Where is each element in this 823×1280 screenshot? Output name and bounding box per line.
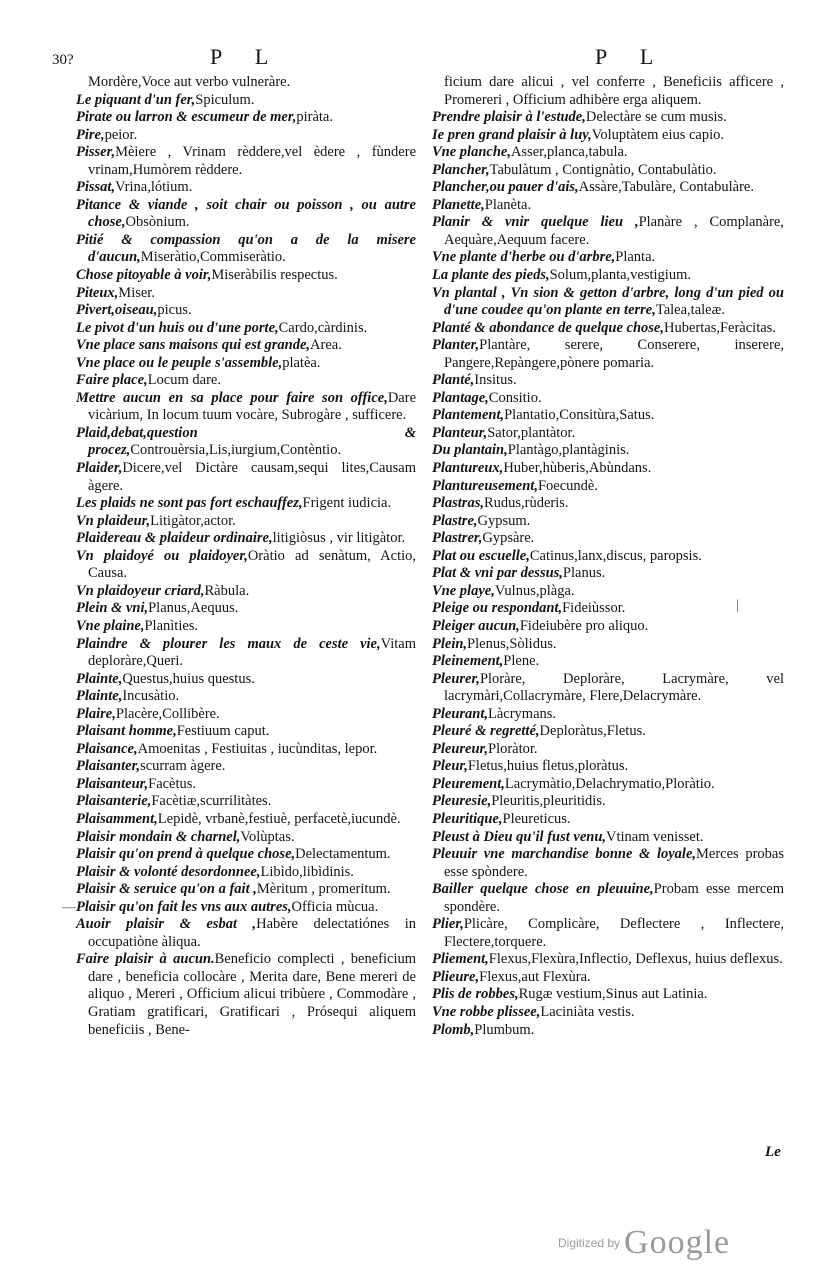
entry-translation: Oràtio ad senàtum, Actio, Causa. — [88, 547, 416, 582]
entry-headword: Vne playe, — [432, 582, 495, 599]
entry-headword: Pleur, — [432, 758, 468, 775]
dictionary-entry — [432, 600, 784, 618]
entry-translation: Plene. — [503, 653, 540, 670]
entry-translation: Planus. — [562, 565, 606, 582]
dictionary-entry — [76, 425, 416, 460]
entry-translation: litigiòsus , vir litigàtor. — [272, 530, 406, 547]
entry-headword: Plieure, — [432, 968, 480, 985]
entry-headword: Chose pitoyable à voir, — [76, 267, 212, 284]
dictionary-entry — [432, 320, 784, 338]
entry-headword: Auoir plaisir & esbat , — [76, 916, 257, 933]
entry-headword: Planté, — [432, 372, 475, 389]
entry-headword: Pivert,oiseau, — [76, 302, 158, 319]
entry-headword: Plein & vni, — [76, 600, 149, 617]
entry-headword: Vne planche, — [432, 144, 511, 161]
entry-headword: Vne place sans maisons qui est grande, — [76, 337, 311, 354]
entry-headword: Vn plaideur, — [76, 512, 151, 529]
entry-headword: Plaisir qu'on prend à quelque chose, — [76, 846, 296, 863]
entry-headword: Plat & vni par dessus, — [432, 565, 563, 582]
entry-headword: Pisser, — [76, 144, 116, 161]
dictionary-entry — [76, 688, 416, 706]
dictionary-entry — [76, 741, 416, 759]
dictionary-entry — [76, 811, 416, 829]
dictionary-entry — [432, 706, 784, 724]
entry-translation: Ploràtor. — [488, 740, 538, 757]
dictionary-entry — [76, 513, 416, 531]
entry-translation: Fideiùssor. — [562, 600, 626, 617]
dictionary-entry — [432, 337, 784, 372]
entry-translation: Catinus,lanx,discus, paropsis. — [529, 547, 702, 564]
entry-headword: Plainte, — [76, 688, 123, 705]
dictionary-entry — [432, 214, 784, 249]
dictionary-entry — [76, 197, 416, 232]
entry-headword: Plaidereau & plaideur ordinaire, — [76, 530, 273, 547]
dictionary-entry — [432, 758, 784, 776]
entry-translation: Flexus,Flexùra,Inflectio, Deflexus, huius deflexus. — [488, 951, 783, 968]
entry-translation: Insitus. — [474, 372, 517, 389]
entry-translation: Vtinam venisset. — [606, 828, 704, 845]
entry-headword: Plastre, — [432, 512, 478, 529]
entry-translation: Planàre , Complanàre, Aequàre,Aequum facere. — [444, 214, 784, 248]
entry-headword: Planteur, — [432, 424, 488, 441]
dictionary-entry — [76, 232, 416, 267]
entry-translation: Hubertas,Feràcitas. — [664, 319, 776, 336]
entry-headword: Prendre plaisir à l'estude, — [432, 109, 586, 126]
entry-headword: Plancher, — [432, 161, 490, 178]
entry-translation: Miseràtio,Commiseràtio. — [140, 249, 286, 266]
dictionary-entry — [76, 144, 416, 179]
entry-translation: Mèritum , promeritum. — [256, 881, 391, 898]
dictionary-entry — [432, 249, 784, 267]
entry-headword: Vn plaidoyé ou plaidoyer, — [76, 547, 248, 564]
entry-headword: Mettre aucun en sa place pour faire son office, — [76, 389, 388, 406]
dictionary-entry — [432, 969, 784, 987]
entry-headword: Vne robbe plissee, — [432, 1003, 541, 1020]
entry-translation: ficium dare alicui , vel conferre , Beneficiis afficere , Promereri , Officium adhibère erga aliquem. — [444, 74, 784, 108]
dictionary-entry — [432, 565, 784, 583]
entry-headword: Le pivot d'un huis ou d'une porte, — [76, 319, 279, 336]
entry-headword: Pleinement, — [432, 653, 504, 670]
dictionary-entry — [76, 618, 416, 636]
entry-translation: Plantàre, serere, Conserere, inserere, Pangere,Repàngere,pònere pomaria. — [444, 337, 784, 371]
entry-translation: Assàre,Tabulàre, Contabulàre. — [578, 179, 754, 196]
entry-translation: Ràbula. — [204, 582, 250, 599]
entry-translation: Volùptas. — [240, 828, 295, 845]
dictionary-entry — [76, 899, 416, 917]
entry-headword: Plier, — [432, 916, 464, 933]
entry-headword: Plomb, — [432, 1021, 475, 1038]
entry-headword: Plis de robbes, — [432, 986, 519, 1003]
entry-headword: Plaisanter, — [76, 758, 141, 775]
right-column — [432, 74, 784, 1039]
dictionary-entry — [76, 267, 416, 285]
dictionary-entry — [432, 723, 784, 741]
dictionary-entry — [432, 829, 784, 847]
entry-headword: Plaisanteur, — [76, 775, 149, 792]
dictionary-entry — [432, 1022, 784, 1040]
entry-headword: Pleuresie, — [432, 793, 492, 810]
entry-headword: Planette, — [432, 196, 485, 213]
dictionary-entry — [76, 179, 416, 197]
entry-headword: Pissat, — [76, 179, 116, 196]
dictionary-entry — [76, 846, 416, 864]
dictionary-entry — [432, 741, 784, 759]
dictionary-entry — [432, 144, 784, 162]
dictionary-entry — [432, 530, 784, 548]
dictionary-entry — [432, 372, 784, 390]
dictionary-entry — [432, 162, 784, 180]
entry-translation: Plicàre, Complicàre, Deflectere , Inflectere, Flectere,torquere. — [444, 916, 784, 950]
entry-translation: Huber,hùberis,Abùndans. — [503, 460, 652, 477]
entry-headword: Plaisir qu'on fait les vns aux autres, — [76, 898, 292, 915]
entry-headword: La plante des pieds, — [432, 267, 550, 284]
entry-headword: Plainte, — [76, 670, 123, 687]
entry-headword: Plein, — [432, 635, 468, 652]
dictionary-entry — [76, 723, 416, 741]
entry-translation: Festiuum caput. — [176, 723, 270, 740]
entry-headword: Plaisance, — [76, 740, 138, 757]
dictionary-entry — [432, 846, 784, 881]
entry-translation: Solum,planta,vestigium. — [549, 267, 691, 284]
entry-translation: Talea,taleæ. — [655, 302, 725, 319]
dictionary-entry — [432, 442, 784, 460]
dictionary-entry — [76, 92, 416, 110]
entry-translation: Incusàtio. — [122, 688, 180, 705]
left-column — [76, 74, 416, 1039]
entry-translation: piràta. — [296, 109, 333, 126]
dictionary-entry — [432, 109, 784, 127]
entry-headword: Vne plante d'herbe ou d'arbre, — [432, 249, 616, 266]
entry-translation: Cardo,càrdinis. — [278, 319, 368, 336]
dictionary-entry — [432, 653, 784, 671]
dictionary-entry — [432, 583, 784, 601]
entry-headword: Pleuré & regretté, — [432, 723, 540, 740]
entry-headword: Pitance & viande , soit chair ou poisson , ou autre chose, — [76, 196, 416, 231]
entry-headword: Pleurant, — [432, 705, 488, 722]
entry-translation: Laciniàta vestis. — [540, 1003, 635, 1020]
dictionary-entry — [76, 776, 416, 794]
dictionary-entry — [432, 951, 784, 969]
entry-headword: Plantage, — [432, 389, 489, 406]
entry-translation: Pleureticus. — [502, 810, 571, 827]
dictionary-entry — [76, 337, 416, 355]
catchword: Le — [765, 1144, 781, 1160]
entry-headword: Plaisant homme, — [76, 723, 177, 740]
entry-headword: Pleurement, — [432, 775, 505, 792]
entry-headword: Pleuuir vne marchandise bonne & loyale, — [432, 846, 697, 863]
entry-translation: Plantatio,Consitùra,Satus. — [504, 407, 655, 424]
entry-translation: Ploràre, Deploràre, Lacrymàre, vel lacrymàri,Collacrymàre, Flere,Delacrymàre. — [444, 670, 784, 705]
dictionary-entry — [432, 390, 784, 408]
dictionary-entry — [76, 302, 416, 320]
entry-translation: Frigent iudicia. — [302, 495, 392, 512]
entry-translation: Rugæ vestium,Sinus aut Latinia. — [518, 986, 708, 1003]
entry-headword: Vne place ou le peuple s'assemble, — [76, 354, 283, 371]
entry-headword: Pirate ou larron & escumeur de mer, — [76, 109, 297, 126]
dictionary-entry — [432, 548, 784, 566]
entry-translation: Rudus,rùderis. — [483, 495, 569, 512]
entry-translation: Miseràbilis respectus. — [211, 267, 338, 284]
entry-translation: Pleuritis,pleuritidis. — [491, 793, 606, 810]
entry-translation: Vulnus,plàga. — [494, 582, 575, 599]
dictionary-entry — [432, 618, 784, 636]
entry-translation: Locum dare. — [147, 372, 221, 389]
entry-translation: Deploràtus,Fletus. — [539, 723, 646, 740]
entry-translation: Officia mùcua. — [291, 898, 379, 915]
dictionary-entry — [76, 495, 416, 513]
entry-translation: Spiculum. — [195, 91, 255, 108]
dictionary-entry — [76, 583, 416, 601]
entry-headword: Plaindre & plourer les maux de ceste vie, — [76, 635, 381, 652]
dictionary-entry — [432, 1004, 784, 1022]
entry-headword: Plaid,debat,question & procez, — [76, 424, 416, 459]
entry-headword: Pliement, — [432, 951, 489, 968]
entry-headword: Plantureusement, — [432, 477, 538, 494]
entry-translation: Miser. — [118, 284, 155, 301]
entry-translation: Dare vicàrium, In locum tuum vocàre, Subrogàre , sufficere. — [88, 389, 416, 424]
entry-headword: Plantureux, — [432, 460, 504, 477]
dictionary-entry — [432, 425, 784, 443]
entry-translation: Libìdo,libìdinis. — [260, 863, 354, 880]
entry-translation: Vrina,lótium. — [115, 179, 193, 196]
dictionary-entry — [76, 390, 416, 425]
dictionary-entry — [76, 530, 416, 548]
entry-headword: Faire plaisir à aucun. — [76, 951, 215, 968]
entry-headword: Plancher,ou pauer d'ais, — [432, 179, 579, 196]
entry-translation: Facètiæ,scurrilitàtes. — [151, 793, 272, 810]
dictionary-entry — [76, 320, 416, 338]
entry-translation: Obsònium. — [125, 214, 190, 231]
entry-translation: Mèiere , Vrinam rèddere,vel èdere , fùndere vrinam,Humòrem rèddere. — [88, 144, 416, 178]
entry-translation: Lepidè, vrbanè,festiuè, perfacetè,iucundè. — [157, 810, 401, 827]
dictionary-entry — [76, 864, 416, 882]
dictionary-entry — [432, 460, 784, 478]
dictionary-entry — [76, 706, 416, 724]
dictionary-entry — [432, 495, 784, 513]
entry-translation: Delectamentum. — [295, 846, 391, 863]
entry-translation: Fletus,huius fletus,ploràtus. — [467, 758, 629, 775]
entry-translation: Plantàgo,plantàginis. — [507, 442, 630, 459]
dictionary-entry — [76, 793, 416, 811]
dictionary-entry — [432, 285, 784, 320]
entry-translation: Controuèrsia,Lis,iurgium,Contèntio. — [130, 442, 342, 459]
entry-headword: Plaisir & volonté desordonnee, — [76, 863, 261, 880]
entry-translation: Planta. — [615, 249, 656, 266]
margin-tick: | — [736, 598, 739, 613]
entry-translation: Litigàtor,actor. — [150, 512, 236, 529]
entry-translation: Placère,Collibère. — [115, 705, 220, 722]
dictionary-entry — [76, 285, 416, 303]
dictionary-entry — [76, 758, 416, 776]
entry-translation: Habère delectatiónes in occupatiòne àliqua. — [88, 916, 416, 950]
entry-translation: Foecundè. — [537, 477, 598, 494]
entry-headword: Plastras, — [432, 495, 484, 512]
entry-translation: Làcrymans. — [488, 705, 557, 722]
entry-headword: Plaisir & seruice qu'on a fait , — [76, 881, 257, 898]
dictionary-entry — [76, 372, 416, 390]
dictionary-entry — [76, 127, 416, 145]
entry-headword: Faire place, — [76, 372, 148, 389]
dictionary-entry — [432, 671, 784, 706]
entry-headword: Pleust à Dieu qu'il fust venu, — [432, 828, 607, 845]
dictionary-entry — [432, 881, 784, 916]
dictionary-entry — [432, 179, 784, 197]
entry-translation: Tabulàtum , Contignàtio, Contabulàtio. — [489, 161, 717, 178]
running-head-left: P L — [210, 44, 283, 69]
dictionary-entry — [76, 548, 416, 583]
entry-headword: Plaisanterie, — [76, 793, 152, 810]
entry-headword: Vn plaidoyeur criard, — [76, 582, 205, 599]
dictionary-entry — [432, 74, 784, 109]
entry-translation: Planus,Aequus. — [148, 600, 239, 617]
entry-headword: Les plaids ne sont pas fort eschauffez, — [76, 495, 303, 512]
margin-dash: — — [62, 900, 76, 915]
entry-headword: Plaider, — [76, 460, 123, 477]
entry-translation: Mordère,Voce aut verbo vulneràre. — [88, 74, 291, 90]
dictionary-entry — [432, 793, 784, 811]
entry-translation: platèa. — [282, 354, 321, 371]
entry-translation: Facètus. — [148, 775, 197, 792]
dictionary-entry — [76, 881, 416, 899]
entry-translation: Sator,plantàtor. — [487, 424, 576, 441]
dictionary-entry — [76, 916, 416, 951]
entry-translation: Consitio. — [488, 389, 542, 406]
dictionary-entry — [76, 600, 416, 618]
entry-headword: Ie pren grand plaisir à luy, — [432, 126, 592, 143]
dictionary-entry — [432, 407, 784, 425]
entry-translation: Plumbum. — [474, 1021, 535, 1038]
entry-translation: Merces probas esse spòndere. — [444, 846, 784, 880]
entry-headword: Vn plantal , Vn sion & getton d'arbre, long d'un pied ou d'une coudee qu'on plante en terre, — [432, 284, 784, 319]
entry-headword: Vne plaine, — [76, 617, 145, 634]
dictionary-entry — [432, 916, 784, 951]
watermark-prefix: Digitized by — [558, 1236, 621, 1250]
dictionary-entry — [432, 636, 784, 654]
entry-headword: Plaisamment, — [76, 810, 158, 827]
dictionary-entry — [76, 636, 416, 671]
entry-headword: Pire, — [76, 126, 105, 143]
dictionary-entry — [76, 74, 416, 92]
entry-headword: Piteux, — [76, 284, 119, 301]
entry-translation: Vitam deploràre,Queri. — [88, 635, 416, 670]
digitized-watermark — [558, 1224, 730, 1262]
entry-translation: Planèta. — [484, 196, 532, 213]
entry-translation: Gypsum. — [477, 512, 531, 529]
entry-translation: Questus,huius questus. — [122, 670, 255, 687]
entry-translation: Beneficio complecti , beneficium dare , beneficia collocàre , Merita dare, Bene mereri de aliquo , Mereri , Officium alicui tribùere , Commodàre , Gratiam gratificari, Gratificari , Prósequi aliquem beneficiis , Bene- — [88, 951, 417, 1038]
dictionary-entry — [432, 127, 784, 145]
entry-translation: Flexus,aut Flexùra. — [479, 968, 591, 985]
entry-translation: Probam esse mercem spondère. — [444, 881, 784, 915]
entry-headword: Pleurer, — [432, 670, 480, 687]
entry-headword: Planir & vnir quelque lieu , — [432, 214, 639, 231]
entry-translation: Asser,planca,tabula. — [510, 144, 628, 161]
entry-translation: Amoenitas , Festiuitas , iucùnditas, lepor. — [137, 740, 378, 757]
entry-headword: Planté & abondance de quelque chose, — [432, 319, 664, 336]
dictionary-entry — [432, 478, 784, 496]
dictionary-entry — [76, 829, 416, 847]
entry-translation: Dicere,vel Dictàre causam,sequi lites,Causam àgere. — [88, 460, 416, 494]
entry-headword: Plat ou escuelle, — [432, 547, 530, 564]
entry-translation: Fideiubère pro aliquo. — [519, 617, 649, 634]
entry-translation: Delectàre se cum musis. — [585, 109, 727, 126]
dictionary-entry — [432, 776, 784, 794]
entry-headword: Plastrer, — [432, 530, 483, 547]
entry-headword: Pleiger aucun, — [432, 617, 520, 634]
entry-headword: Plaire, — [76, 705, 116, 722]
entry-headword: Le piquant d'un fer, — [76, 91, 196, 108]
entry-headword: Du plantain, — [432, 442, 508, 459]
dictionary-entry — [432, 267, 784, 285]
entry-translation: Planìties. — [144, 617, 199, 634]
entry-headword: Bailler quelque chose en pleuuine, — [432, 881, 654, 898]
entry-translation: peior. — [104, 126, 138, 143]
entry-headword: Pitié & compassion qu'on a de la misere d'aucun, — [76, 231, 416, 266]
entry-headword: Planter, — [432, 337, 480, 354]
dictionary-entry — [432, 197, 784, 215]
dictionary-entry — [76, 109, 416, 127]
entry-translation: picus. — [157, 302, 192, 319]
dictionary-entry — [76, 951, 416, 1039]
entry-headword: Pleuritique, — [432, 810, 503, 827]
dictionary-entry — [76, 460, 416, 495]
dictionary-entry — [76, 671, 416, 689]
dictionary-entry — [432, 811, 784, 829]
entry-translation: scurram àgere. — [140, 758, 226, 775]
entry-translation: Voluptàtem eius capio. — [591, 126, 725, 143]
dictionary-entry — [76, 355, 416, 373]
entry-translation: Lacrymàtio,Delachrymatio,Ploràtio. — [504, 775, 715, 792]
entry-headword: Pleureur, — [432, 740, 488, 757]
entry-headword: Pleige ou respondant, — [432, 600, 563, 617]
entry-translation: Plenus,Sòlidus. — [467, 635, 557, 652]
dictionary-entry — [432, 513, 784, 531]
google-logo: Google — [624, 1224, 731, 1261]
entry-headword: Plantement, — [432, 407, 505, 424]
entry-translation: Area. — [310, 337, 342, 354]
entry-translation: Gypsàre. — [482, 530, 535, 547]
dictionary-entry — [432, 986, 784, 1004]
entry-headword: Plaisir mondain & charnel, — [76, 828, 241, 845]
running-head-right: P L — [595, 44, 668, 69]
page-number: 30? — [52, 52, 74, 68]
